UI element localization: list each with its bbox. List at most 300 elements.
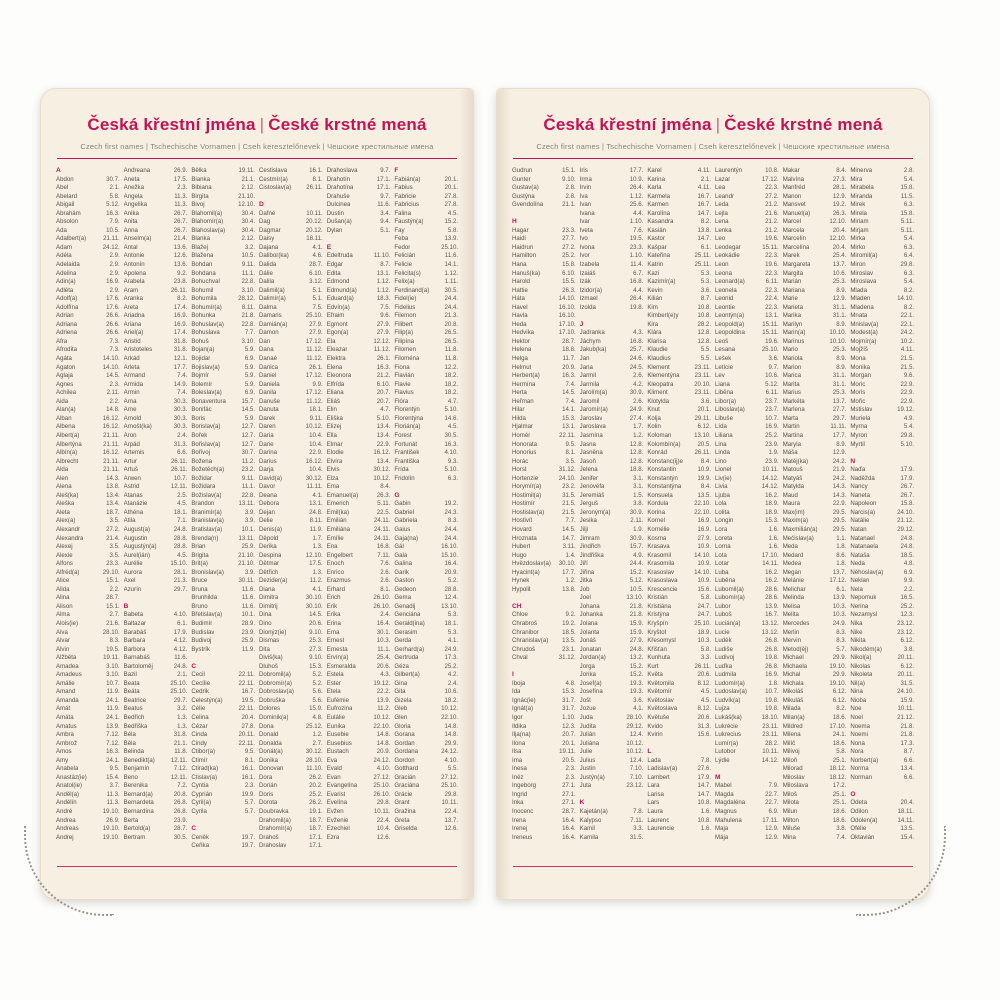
name-day-date: 17.5.	[309, 560, 323, 568]
name-entry	[783, 654, 847, 663]
given-name: Amand	[56, 688, 76, 696]
name-entry	[327, 740, 391, 749]
name-day-date: 5.11.	[377, 500, 391, 508]
name-entry	[783, 500, 847, 509]
name-day-date: 6.11.	[765, 278, 779, 286]
name-day-date: 14.3.	[106, 474, 120, 482]
given-name: Melinda	[782, 594, 805, 602]
name-entry	[394, 663, 458, 672]
name-day-date: 6.12.	[900, 637, 915, 645]
name-day-date: 1.6.	[768, 543, 779, 551]
given-name: Apolena	[123, 269, 147, 277]
given-name: Florentýn	[394, 406, 420, 414]
name-day-date: 30.5.	[444, 286, 459, 294]
name-day-date: 31.8.	[173, 337, 188, 345]
name-day-date: 21.3.	[173, 577, 188, 585]
given-name: Krasoslav	[647, 568, 675, 576]
given-name: Bruno	[191, 602, 208, 610]
given-name: Lena	[715, 218, 729, 226]
name-entry	[512, 372, 576, 381]
given-name: Laurentýn	[715, 167, 743, 174]
given-name: Kalypso	[579, 816, 602, 824]
name-day-date: 9.5.	[109, 765, 120, 773]
name-day-date: 25.3.	[832, 389, 847, 397]
name-entry	[715, 552, 779, 561]
name-entry	[327, 705, 391, 714]
name-day-date: 25.12.	[305, 722, 323, 730]
name-entry	[191, 723, 255, 732]
name-day-date: 10.3.	[376, 637, 391, 645]
name-entry	[512, 731, 576, 740]
name-day-date: 15.7.	[629, 543, 644, 551]
right-page-header	[497, 89, 929, 159]
name-day-date: 2.6.	[380, 577, 391, 585]
name-entry	[259, 774, 323, 783]
name-day-date: 23.11.	[694, 372, 712, 380]
name-entry	[56, 765, 120, 774]
name-day-date: 25.10.	[170, 679, 188, 687]
name-day-date: 22.9.	[900, 397, 915, 405]
given-name: Doubravka	[259, 808, 289, 816]
name-entry	[850, 389, 914, 398]
name-entry	[259, 270, 323, 279]
name-entry	[56, 423, 120, 432]
name-day-date: 30.12.	[305, 474, 323, 482]
name-entry	[394, 705, 458, 714]
name-entry	[56, 646, 120, 655]
name-entry	[783, 449, 847, 458]
name-entry	[124, 791, 188, 800]
given-name: Leonela	[715, 286, 737, 294]
given-name: Květomila	[647, 679, 675, 687]
name-day-date: 11.2.	[241, 457, 256, 465]
given-name: Milíč	[782, 739, 796, 747]
name-day-date: 11.8.	[174, 748, 188, 756]
name-entry	[191, 295, 255, 304]
name-entry	[191, 458, 255, 467]
name-day-date: 23.12.	[897, 619, 915, 627]
name-entry	[647, 167, 711, 176]
name-day-date: 10.9.	[697, 577, 712, 585]
given-name: Eva	[326, 756, 338, 764]
name-entry	[715, 620, 779, 629]
name-day-date: 2.12.	[241, 184, 256, 192]
name-day-date: 22.9.	[376, 440, 391, 448]
name-entry	[56, 270, 120, 279]
name-entry	[327, 406, 391, 415]
name-day-date: 27.9.	[697, 534, 712, 542]
name-entry	[259, 492, 323, 501]
name-entry	[783, 355, 847, 364]
name-day-date: 13.6.	[173, 261, 188, 269]
given-name: Achilea	[56, 389, 76, 397]
name-entry	[715, 184, 779, 193]
given-name: Ignác(ie)	[512, 696, 536, 704]
given-name: Odeta	[850, 799, 867, 807]
name-entry	[647, 782, 711, 791]
name-day-date: 5.3.	[700, 278, 712, 286]
name-entry	[647, 560, 711, 569]
name-entry	[394, 799, 458, 808]
given-name: Dylan	[326, 226, 343, 234]
name-entry	[850, 466, 914, 475]
given-name: Dětmar	[259, 560, 279, 568]
name-entry	[580, 620, 644, 629]
name-entry	[647, 517, 711, 526]
given-name: Jasněna	[579, 449, 603, 457]
name-entry	[512, 184, 576, 193]
name-day-date: 24.8.	[629, 645, 644, 653]
name-entry	[580, 466, 644, 475]
given-name: Juta	[579, 782, 592, 790]
given-name: Moris	[850, 389, 866, 397]
name-entry	[394, 688, 458, 697]
name-entry	[394, 304, 458, 313]
given-name: Melichar	[782, 585, 806, 593]
name-entry	[715, 680, 779, 689]
given-name: Makar	[782, 167, 800, 174]
name-day-date: 26.6.	[106, 320, 120, 328]
name-day-date: 5.3.	[447, 628, 459, 636]
name-day-date: 27.1.	[562, 790, 576, 798]
name-day-date: 19.9.	[697, 474, 712, 482]
name-day-date: 20.6.	[309, 619, 323, 627]
name-column	[327, 167, 391, 851]
given-name: Juliána	[579, 739, 599, 747]
name-day-date: 11.1.	[241, 483, 256, 491]
name-entry	[715, 492, 779, 501]
name-day-date: 18.2.	[444, 380, 459, 388]
name-entry	[647, 603, 711, 612]
given-name: Aristoteles	[123, 346, 153, 354]
name-entry	[327, 637, 391, 646]
name-entry	[783, 441, 847, 450]
given-name: Křesomysl	[647, 637, 676, 645]
given-name: Bertram	[123, 833, 146, 841]
given-name: Gvendolína	[512, 201, 544, 209]
name-day-date: 14.8.	[376, 739, 391, 747]
footer-rule	[513, 866, 913, 867]
name-day-date: 13.5.	[697, 491, 712, 499]
given-name: Mnislav(a)	[850, 320, 879, 328]
name-entry	[647, 415, 711, 424]
given-name: Mirko	[850, 243, 866, 251]
name-entry	[124, 227, 188, 236]
given-name: Beata	[123, 679, 140, 687]
given-name: Ludiše	[715, 645, 733, 653]
name-entry	[327, 252, 391, 261]
given-name: Anastáz(ie)	[56, 773, 87, 781]
name-entry	[580, 834, 644, 843]
name-day-date: 13.9.	[765, 602, 779, 610]
given-name: Kilián	[647, 295, 663, 303]
name-entry	[394, 295, 458, 304]
name-day-date: 19.6.	[765, 261, 779, 269]
given-name: Evangelína	[326, 782, 358, 790]
name-entry	[647, 569, 711, 578]
name-entry	[394, 449, 458, 458]
name-entry	[715, 603, 779, 612]
name-day-date: 8.11.	[309, 517, 323, 525]
given-name: Mikuláš	[782, 696, 804, 704]
name-day-date: 15.1.	[106, 602, 120, 610]
given-name: Miroslav	[850, 269, 874, 277]
given-name: Falina	[394, 209, 411, 217]
given-name: Irma	[579, 175, 592, 183]
name-entry	[259, 629, 323, 638]
name-day-date: 19.1.	[309, 808, 323, 816]
name-day-date: 28.8.	[444, 585, 459, 593]
given-name: Bolemír	[191, 380, 213, 388]
name-entry	[124, 235, 188, 244]
given-name: Kordula	[647, 500, 669, 508]
name-entry	[783, 415, 847, 424]
given-name: Blahomír(a)	[191, 218, 224, 226]
given-name: Abdon	[56, 175, 74, 183]
name-day-date: 14.7.	[697, 235, 712, 243]
given-name: Ivar	[579, 218, 590, 226]
given-name: Norma	[850, 765, 869, 773]
given-name: Odolen(a)	[850, 816, 878, 824]
name-entry	[394, 552, 458, 561]
letter-header: H	[512, 218, 517, 226]
name-entry	[191, 201, 255, 210]
given-name: Napoleon	[850, 500, 877, 508]
given-name: Mája	[715, 833, 729, 841]
name-entry	[580, 201, 644, 210]
name-day-date: 3.10.	[241, 337, 256, 345]
name-entry	[56, 261, 120, 270]
name-day-date: 6.3.	[447, 474, 459, 482]
given-name: Letície	[715, 363, 733, 371]
name-day-date: 19.12.	[897, 406, 915, 414]
name-entry	[124, 355, 188, 364]
name-day-date: 13.1.	[376, 269, 391, 277]
name-entry	[715, 799, 779, 808]
given-name: Gertruda	[394, 654, 419, 662]
name-day-date: 7.12.	[106, 739, 120, 747]
name-day-date: 2.2.	[109, 397, 120, 405]
name-entry	[259, 782, 323, 791]
given-name: Michael	[782, 654, 804, 662]
given-name: Iva	[579, 192, 588, 200]
name-day-date: 24.12.	[441, 748, 459, 756]
name-day-date: 30.5.	[444, 431, 459, 439]
given-name: Manon	[782, 192, 802, 200]
given-name: Lukrecius	[715, 731, 742, 739]
given-name: Darie	[259, 440, 274, 448]
name-day-date: 12.8.	[629, 457, 644, 465]
name-entry	[512, 193, 576, 202]
name-day-date: 5.4.	[903, 235, 915, 243]
name-day-date: 1.10.	[629, 252, 644, 260]
name-day-date: 28.2.	[697, 320, 712, 328]
name-entry	[327, 389, 391, 398]
name-entry	[850, 714, 914, 723]
name-entry	[783, 312, 847, 321]
name-entry	[327, 346, 391, 355]
name-day-date: 4.10.	[444, 756, 459, 764]
name-entry	[850, 492, 914, 501]
name-day-date: 11.7.	[562, 355, 576, 363]
name-entry	[783, 278, 847, 287]
name-day-date: 22.4.	[376, 816, 391, 824]
given-name: Dina	[259, 611, 272, 619]
given-name: Cinda	[191, 731, 208, 739]
given-name: Bivoj	[191, 201, 205, 209]
name-entry	[394, 731, 458, 740]
name-day-date: 14.10.	[102, 355, 120, 363]
name-entry	[580, 500, 644, 509]
name-day-date: 15.3.	[309, 662, 323, 670]
name-entry	[124, 483, 188, 492]
given-name: Bojislav(a)	[191, 363, 220, 371]
name-column	[512, 167, 576, 842]
name-day-date: 18.6.	[832, 816, 847, 824]
name-day-date: 22.3.	[765, 286, 779, 294]
name-day-date: 28.1.	[832, 184, 847, 192]
title-slovak: České krstné mená	[268, 115, 427, 134]
given-name: Emil(ka)	[326, 508, 350, 516]
given-name: Gracián	[394, 773, 416, 781]
name-day-date: 31.7.	[562, 696, 576, 704]
name-day-date: 13.1.	[765, 312, 779, 320]
given-name: Alison	[56, 602, 73, 610]
name-day-date: 27.12.	[373, 773, 391, 781]
given-name: Muriela	[850, 414, 871, 422]
given-name: Milun	[782, 808, 798, 816]
name-entry	[512, 817, 576, 826]
name-entry	[850, 765, 914, 774]
given-name: Amadeus	[56, 671, 82, 679]
name-entry	[647, 705, 711, 714]
name-day-date: 14.12.	[761, 474, 779, 482]
given-name: Jozue	[579, 705, 596, 713]
name-entry	[580, 261, 644, 270]
given-name: Irenej	[512, 825, 528, 833]
name-day-date: 1.12.	[629, 192, 644, 200]
name-day-date: 14.7.	[562, 534, 576, 542]
name-day-date: 24.1.	[106, 714, 120, 721]
name-entry	[715, 654, 779, 663]
name-day-date: 4.5.	[177, 500, 188, 508]
given-name: Angelika	[123, 201, 148, 209]
given-name: Elvis	[326, 466, 340, 474]
name-day-date: 4.4.	[633, 286, 644, 294]
name-day-date: 13.4.	[106, 491, 120, 499]
name-entry	[850, 355, 914, 364]
name-entry	[327, 364, 391, 373]
name-entry	[512, 304, 576, 313]
name-day-date: 17.9.	[900, 466, 915, 474]
name-day-date: 4.8.	[312, 714, 323, 721]
name-entry	[124, 526, 188, 535]
name-entry	[850, 723, 914, 732]
name-day-date: 18.9.	[765, 508, 779, 516]
name-entry	[850, 509, 914, 518]
name-entry	[715, 629, 779, 638]
name-entry	[259, 372, 323, 381]
given-name: Kajetán(a)	[579, 808, 608, 816]
given-name: Dobruška	[259, 696, 286, 704]
name-day-date: 3.2.	[177, 705, 188, 713]
name-entry	[394, 406, 458, 415]
name-entry	[327, 304, 391, 313]
name-day-date: 22.4.	[444, 808, 459, 816]
given-name: Aurel(ián)	[123, 551, 151, 559]
name-entry	[124, 586, 188, 595]
name-day-date: 10.11.	[762, 748, 779, 756]
name-day-date: 11.8.	[444, 346, 459, 354]
name-entry	[191, 748, 255, 757]
name-day-date: 17.7.	[562, 568, 576, 576]
name-entry	[191, 389, 255, 398]
name-entry	[850, 218, 914, 227]
name-day-date: 14.8.	[106, 406, 120, 414]
name-day-date: 7.11.	[630, 816, 644, 824]
name-entry	[783, 577, 847, 586]
name-day-date: 22.11.	[238, 705, 256, 713]
given-name: Karmen	[647, 201, 669, 209]
name-day-date: 3.5.	[565, 457, 576, 465]
name-entry	[580, 560, 644, 569]
name-entry	[394, 364, 458, 373]
name-day-date: 10.5.	[106, 226, 120, 234]
name-day-date: 16.8.	[629, 278, 644, 286]
name-entry	[394, 184, 458, 193]
name-day-date: 16.3.	[444, 440, 459, 448]
name-day-date: 17.4.	[173, 303, 188, 311]
name-day-date: 16.4.	[562, 816, 576, 824]
given-name: Amáta	[56, 714, 74, 721]
name-day-date: 14.8.	[444, 722, 459, 730]
name-day-date: 10.12.	[441, 705, 459, 713]
given-name: Homér	[512, 431, 531, 439]
name-entry	[394, 423, 458, 432]
name-day-date: 13.2.	[629, 654, 644, 662]
given-name: Andrea	[56, 816, 76, 824]
given-name: Marlena	[782, 406, 805, 414]
name-entry	[124, 714, 188, 723]
name-entry	[512, 287, 576, 296]
given-name: Bohdan	[191, 261, 213, 269]
name-entry	[580, 176, 644, 185]
name-day-date: 16.4.	[562, 833, 576, 841]
given-name: Kasián	[647, 226, 666, 234]
name-entry	[56, 475, 120, 484]
given-name: Drahoš	[259, 833, 279, 841]
name-day-date: 11.11.	[830, 423, 847, 431]
name-entry	[191, 492, 255, 501]
given-name: Bernardeta	[123, 799, 154, 807]
name-day-date: 3.6.	[768, 355, 779, 363]
name-day-date: 9.5.	[244, 748, 256, 756]
name-day-date: 11.6.	[241, 585, 256, 593]
name-day-date: 25.10.	[373, 782, 391, 790]
given-name: Cyntia	[191, 782, 209, 790]
given-name: Mira	[850, 175, 863, 183]
name-entry	[56, 372, 120, 381]
given-name: Bojan(a)	[191, 346, 215, 354]
given-name: Alida	[56, 585, 70, 593]
name-day-date: 4.7.	[380, 406, 391, 414]
given-name: Borislav(a)	[191, 423, 221, 431]
name-entry	[124, 184, 188, 193]
name-entry	[259, 210, 323, 219]
given-name: Amálie	[56, 679, 75, 687]
given-name: Ireneus	[512, 833, 533, 841]
name-day-date: 14.12.	[761, 483, 779, 491]
